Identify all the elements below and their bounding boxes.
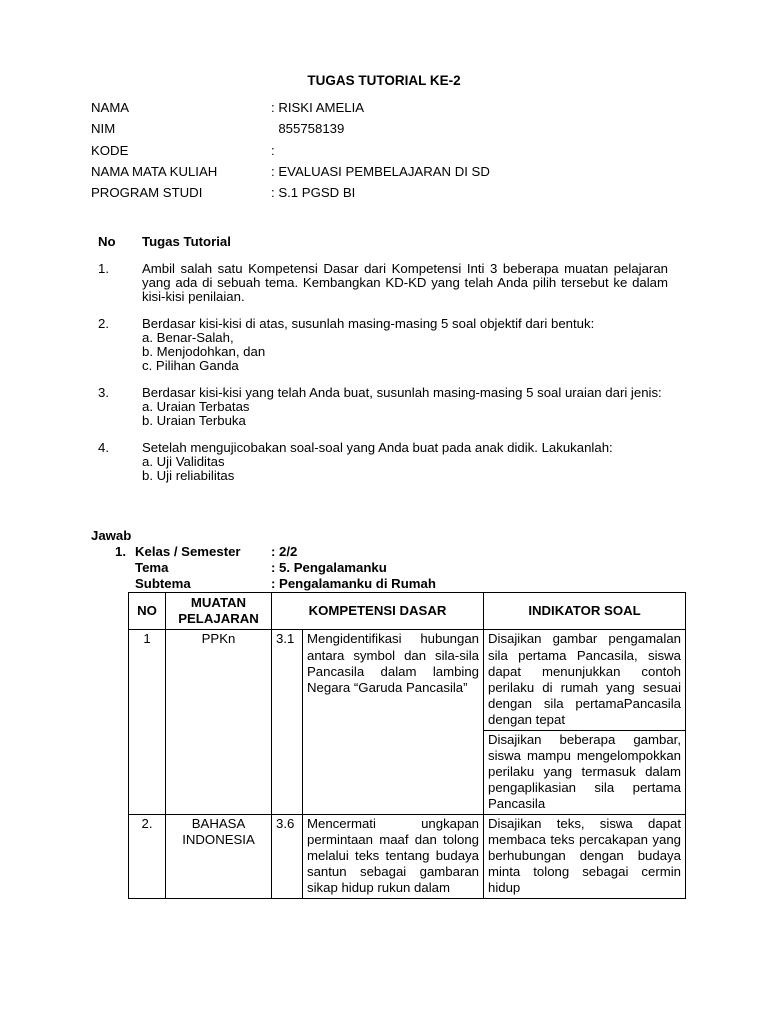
identity-row-mata-kuliah [91, 163, 490, 184]
identity-row-program-studi [91, 184, 490, 205]
meta-row [115, 576, 436, 592]
task-list [98, 234, 668, 496]
task-item [98, 441, 668, 483]
task-no-header: No [98, 234, 116, 249]
document-title: TUGAS TUTORIAL KE-2 [307, 73, 461, 88]
answer-meta [115, 544, 436, 592]
task-option: b. Uraian Terbuka [142, 413, 246, 428]
header-no: NO [129, 593, 166, 630]
row-indicator: Disajikan gambar pengamalan sila pertama Pancasila, siswa dapat menunjukkan contoh perilaku di rumah yang sesuai dengan sila pertamaPancasila dengan tepat [484, 630, 686, 730]
task-text: Setelah mengujicobakan soal-soal yang Anda buat pada anak didik. Lakukanlah: [142, 440, 613, 455]
row-muatan: BAHASA INDONESIA [166, 814, 272, 898]
identity-label: NAMA MATA KULIAH [91, 163, 218, 179]
row-kd-number: 3.1 [272, 630, 303, 814]
header-muatan-pelajaran: MUATAN PELAJARAN [166, 593, 272, 630]
row-muatan: PPKn [166, 630, 272, 814]
identity-label: NAMA [91, 100, 130, 115]
meta-row [115, 560, 436, 576]
meta-label: Kelas / Semester [135, 544, 241, 559]
task-number: 4. [98, 440, 109, 455]
task-option: a. Uji Validitas [142, 454, 225, 469]
identity-label: KODE [91, 142, 129, 158]
task-option: a. Uraian Terbatas [142, 399, 250, 414]
identity-row-nama [91, 99, 490, 120]
identity-label: PROGRAM STUDI [91, 185, 203, 201]
header-kompetensi-dasar: KOMPETENSI DASAR [272, 593, 484, 630]
meta-value: : Pengalamanku di Rumah [271, 576, 436, 591]
meta-label: Subtema [135, 576, 191, 591]
task-item [98, 262, 668, 304]
task-option: a. Benar-Salah, [142, 330, 234, 345]
identity-value: : EVALUASI PEMBELAJARAN DI SD [271, 163, 490, 179]
identity-value: : RISKI AMELIA [271, 100, 365, 115]
answer-heading: Jawab [91, 528, 132, 543]
row-kd-text: Mencermati ungkapan permintaan maaf dan tolong melalui teks tentang budaya santun sebagai gambaran sikap hidup rukun dalam [303, 814, 484, 898]
task-text: Berdasar kisi-kisi yang telah Anda buat, susunlah masing-masing 5 soal uraian dari jenis: [142, 385, 662, 400]
row-indicator: Disajikan beberapa gambar, siswa mampu mengelompokkan perilaku yang termasuk dalam pengaplikasian sila pertama Pancasila [484, 730, 686, 814]
task-number: 2. [98, 316, 109, 331]
answer-number: 1. [115, 544, 126, 559]
row-kd-number: 3.6 [272, 814, 303, 898]
task-item [98, 386, 668, 428]
task-number: 1. [98, 261, 109, 276]
table-row [129, 630, 686, 730]
identity-value: : S.1 PGSD BI [271, 185, 356, 201]
row-number: 2. [129, 814, 166, 898]
task-text: Ambil salah satu Kompetensi Dasar dari Kompetensi Inti 3 beberapa muatan pelajaran yang ada di sebuah tema. Kembangkan KD-KD yang telah Anda pilih tersebut ke dalam kisi-kisi penilaian. [142, 261, 668, 304]
identity-row-kode [91, 142, 490, 163]
identity-block [91, 99, 490, 205]
identity-row-nim [91, 120, 490, 141]
task-text: Berdasar kisi-kisi di atas, susunlah masing-masing 5 soal objektif dari bentuk: [142, 316, 595, 331]
table-header-row [129, 593, 686, 630]
identity-value: : [271, 142, 275, 158]
identity-label: NIM [91, 121, 116, 137]
task-label-header: Tugas Tutorial [142, 234, 231, 249]
row-indicator: Disajikan teks, siswa dapat membaca teks percakapan yang berhubungan dengan budaya minta tolong sebagai cermin hidup [484, 814, 686, 898]
table-row [129, 814, 686, 898]
task-list-header [98, 234, 668, 249]
meta-value: : 5. Pengalamanku [271, 560, 387, 575]
meta-label: Tema [135, 560, 169, 575]
header-indikator-soal: INDIKATOR SOAL [484, 593, 686, 630]
task-option: c. Pilihan Ganda [142, 358, 239, 373]
task-number: 3. [98, 385, 109, 400]
task-option: b. Menjodohkan, dan [142, 344, 266, 359]
task-item [98, 317, 668, 373]
task-option: b. Uji reliabilitas [142, 468, 235, 483]
row-number: 1 [129, 630, 166, 814]
row-kd-text: Mengidentifikasi hubungan antara symbol dan sila-sila Pancasila dalam lambing Negara “Garuda Pancasila” [303, 630, 484, 814]
identity-value: 855758139 [271, 121, 345, 137]
meta-row [115, 544, 436, 560]
meta-value: : 2/2 [271, 544, 298, 559]
kisi-kisi-table [128, 592, 686, 899]
